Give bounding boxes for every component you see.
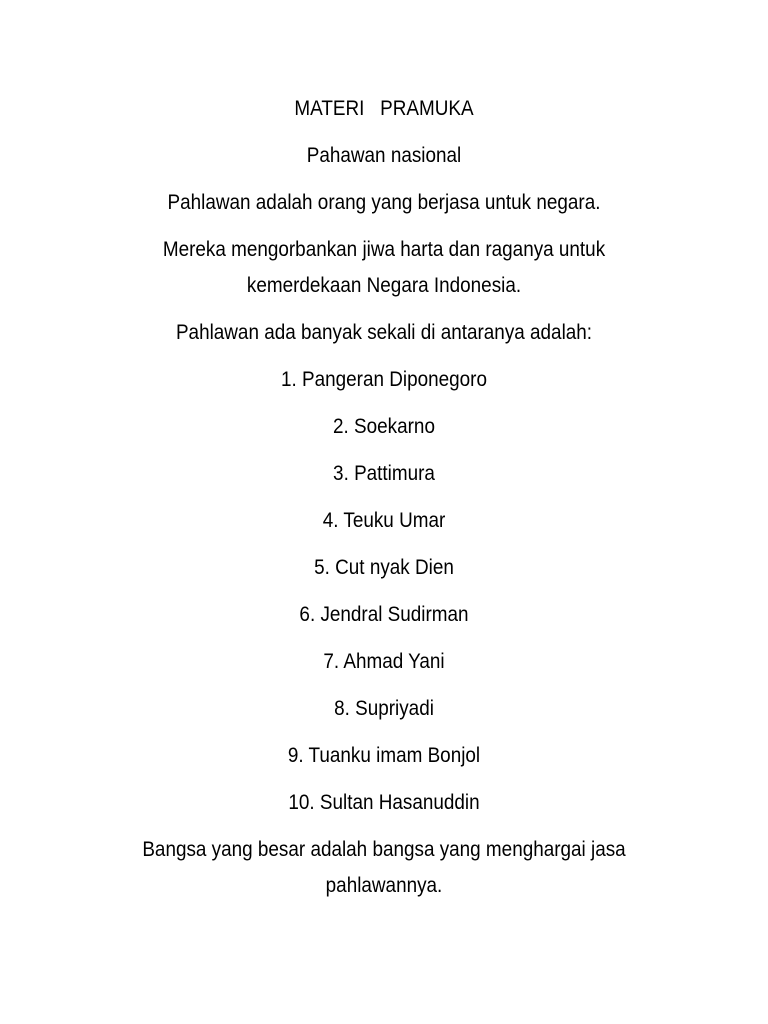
paragraph-definition: Pahlawan adalah orang yang berjasa untuk negara. <box>167 191 601 214</box>
paragraph-sacrifice-line-1: Mereka mengorbankan jiwa harta dan raganya untuk <box>162 238 606 261</box>
hero-list <box>128 362 639 821</box>
list-item: 9. Tuanku imam Bonjol <box>287 744 481 767</box>
list-item: 8. Supriyadi <box>334 697 434 720</box>
list-item: 3. Pattimura <box>333 462 435 485</box>
document-title: MATERI PRAMUKA <box>294 97 474 120</box>
list-item: 10. Sultan Hasanuddin <box>288 791 480 814</box>
paragraph-closing-line-2: pahlawannya. <box>325 874 443 897</box>
list-item: 6. Jendral Sudirman <box>299 603 469 626</box>
list-item: 5. Cut nyak Dien <box>314 556 454 579</box>
document-content <box>128 91 639 915</box>
paragraph-sacrifice-line-2: kemerdekaan Negara Indonesia. <box>246 274 522 297</box>
paragraph-sacrifice <box>128 232 639 304</box>
document-subtitle: Pahawan nasional <box>306 144 462 167</box>
list-item: 4. Teuku Umar <box>322 509 446 532</box>
paragraph-intro-list: Pahlawan ada banyak sekali di antaranya adalah: <box>175 321 593 344</box>
paragraph-closing <box>128 832 639 904</box>
list-item: 7. Ahmad Yani <box>323 650 445 673</box>
list-item: 2. Soekarno <box>333 415 435 438</box>
list-item: 1. Pangeran Diponegoro <box>281 368 487 391</box>
paragraph-closing-line-1: Bangsa yang besar adalah bangsa yang menghargai jasa <box>142 838 626 861</box>
